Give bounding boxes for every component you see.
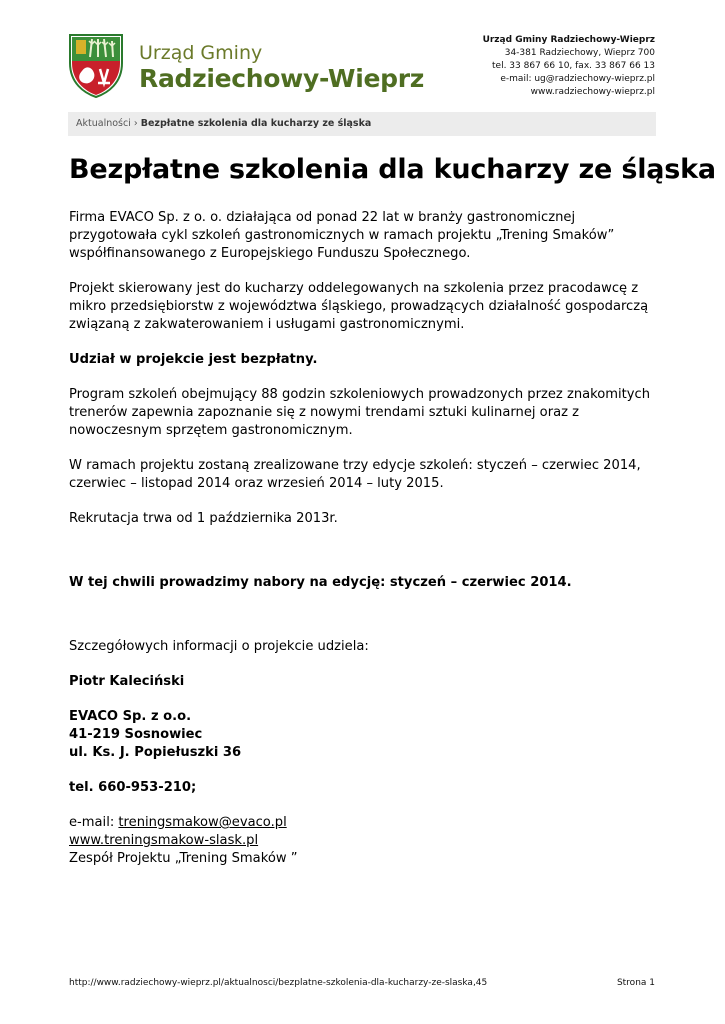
paragraph-program: Program szkoleń obejmujący 88 godzin szkoleniowych prowadzonych przez znakomitych trenerów zapewnia zapoznanie się z nowymi trendami sztuki kulinarnej oraz z nowoczesnym sprzętem gastronomicznym. bbox=[69, 387, 651, 438]
website-link[interactable]: www.treningsmakow-slask.pl bbox=[69, 833, 259, 848]
paragraph-current-edition: W tej chwili prowadzimy nabory na edycję: styczeń – czerwiec 2014. bbox=[69, 575, 572, 590]
breadcrumb-separator: › bbox=[133, 118, 138, 129]
footer-url: http://www.radziechowy-wieprz.pl/aktualnosci/bezplatne-szkolenia-dla-kucharzy-ze-slaska,45 bbox=[69, 978, 488, 988]
email-line bbox=[69, 814, 664, 832]
company-postal: 41-219 Sosnowiec bbox=[69, 727, 203, 742]
contact-email: e-mail: ug@radziechowy-wieprz.pl bbox=[500, 74, 655, 84]
website-line bbox=[69, 832, 664, 850]
paragraph-editions: W ramach projektu zostaną zrealizowane trzy edycje szkoleń: styczeń – czerwiec 2014, czerwiec – listopad 2014 oraz wrzesień 2014 – luty 2015. bbox=[69, 458, 641, 491]
paragraph-info: Szczegółowych informacji o projekcie udziela: bbox=[69, 639, 369, 654]
paragraph-intro: Firma EVACO Sp. z o. o. działająca od ponad 22 lat w branży gastronomicznej przygotowała cykl szkoleń gastronomicznych w ramach projektu „Trening Smaków” współfinansowanego z Europejskiego Funduszu Społecznego. bbox=[69, 210, 615, 261]
contact-phone: tel. 33 867 66 10, fax. 33 867 66 13 bbox=[492, 61, 655, 71]
contact-org: Urząd Gminy Radziechowy-Wieprz bbox=[482, 35, 655, 45]
header-contact bbox=[483, 34, 655, 99]
paragraph-target: Projekt skierowany jest do kucharzy oddelegowanych na szkolenia przez pracodawcę z mikro przedsiębiorstw z województwa śląskiego, prowadzących działalność gospodarczą związaną z zakwaterowaniem i usługami gastronomicznymi. bbox=[69, 281, 649, 332]
contact-address: 34-381 Radziechowy, Wieprz 700 bbox=[504, 48, 655, 58]
site-logo[interactable] bbox=[68, 33, 425, 103]
contact-website: www.radziechowy-wieprz.pl bbox=[530, 87, 655, 97]
company-name: EVACO Sp. z o.o. bbox=[69, 709, 192, 724]
company-tel: tel. 660-953-210; bbox=[69, 780, 197, 795]
footer-page-number: Strona 1 bbox=[616, 978, 655, 988]
team-signature: Zespół Projektu „Trening Smaków ” bbox=[69, 851, 298, 866]
article-body bbox=[69, 209, 664, 868]
email-link[interactable]: treningsmakow@evaco.pl bbox=[118, 815, 287, 830]
paragraph-free: Udział w projekcie jest bezpłatny. bbox=[69, 352, 318, 367]
company-street: ul. Ks. J. Popiełuszki 36 bbox=[69, 745, 242, 760]
breadcrumb bbox=[68, 112, 656, 136]
coat-of-arms-icon bbox=[68, 33, 124, 99]
logo-text-line1: Urząd Gminy bbox=[139, 42, 263, 64]
breadcrumb-parent-link[interactable]: Aktualności bbox=[76, 118, 131, 129]
breadcrumb-current: Bezpłatne szkolenia dla kucharzy ze śląska bbox=[140, 118, 372, 129]
page-title: Bezpłatne szkolenia dla kucharzy ze śląska bbox=[69, 154, 716, 185]
logo-text-line2: Radziechowy-Wieprz bbox=[139, 64, 425, 93]
contact-person: Piotr Kaleciński bbox=[69, 674, 185, 689]
paragraph-recruitment: Rekrutacja trwa od 1 października 2013r. bbox=[69, 511, 338, 526]
email-label: e-mail: bbox=[69, 815, 119, 830]
